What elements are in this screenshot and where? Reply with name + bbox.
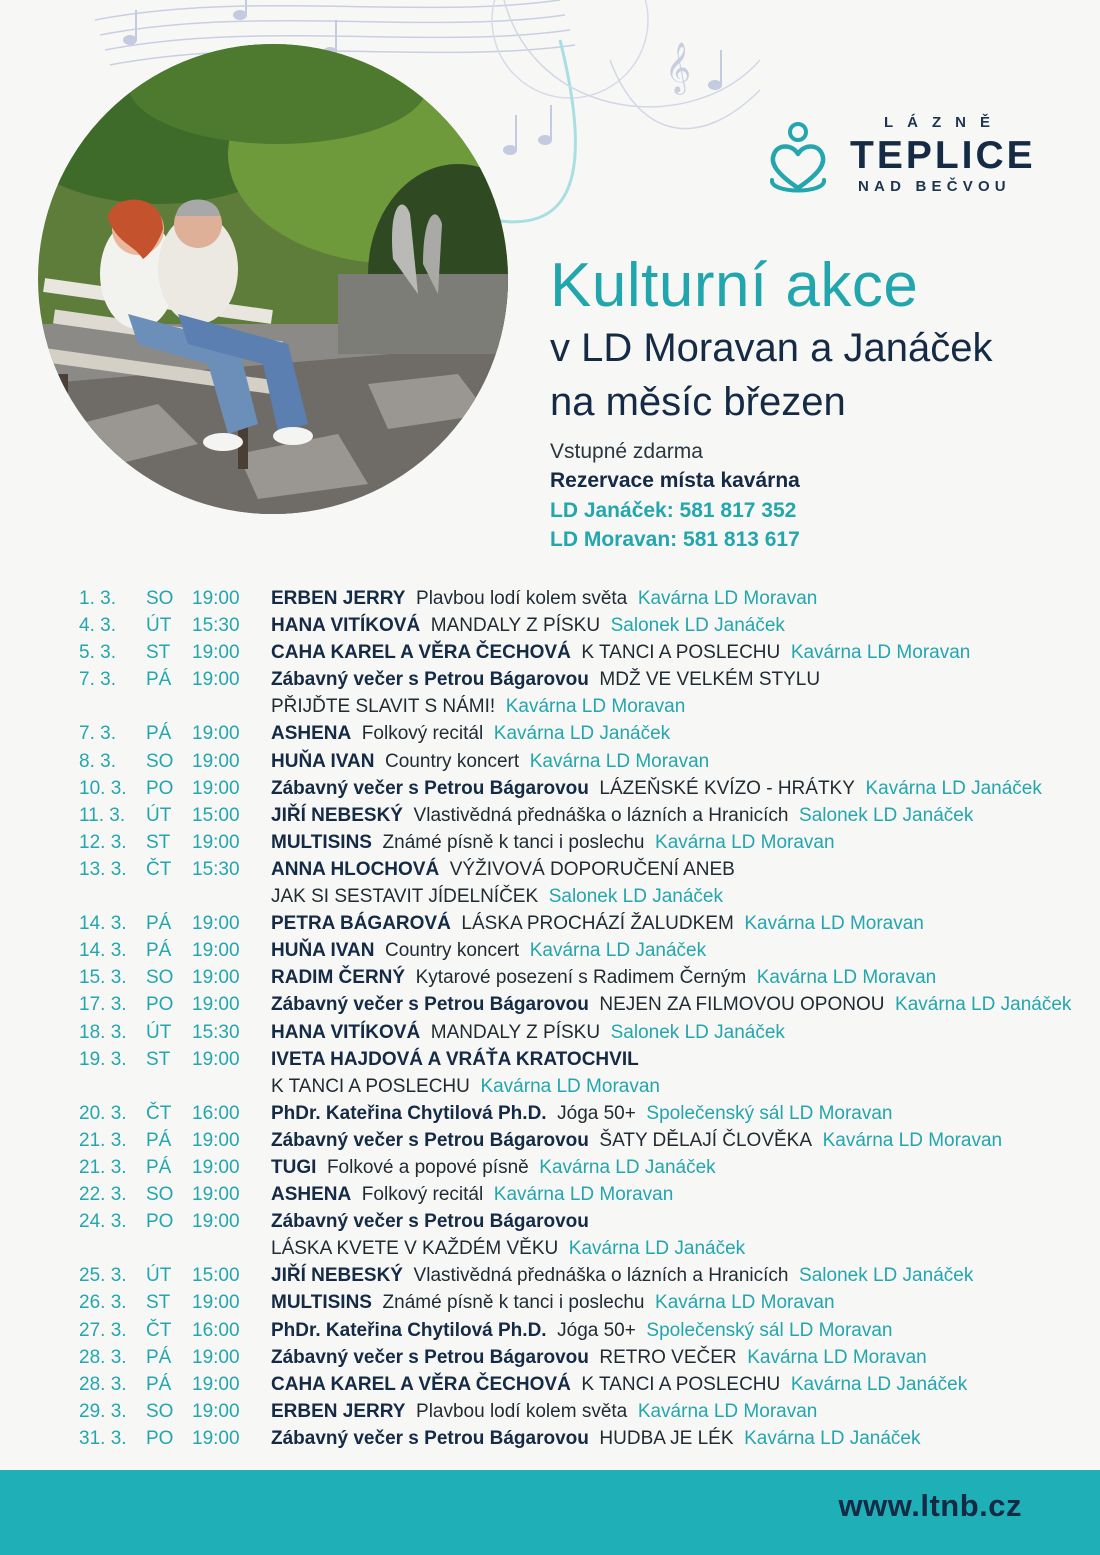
event-program: NEJEN ZA FILMOVOU OPONOU — [599, 994, 885, 1016]
event-time: 15:00 — [192, 1265, 240, 1287]
brand-top: LÁZNĚ — [884, 114, 1004, 131]
event-date: 1. 3. — [79, 588, 116, 609]
event-date: 10. 3. — [79, 777, 127, 799]
event-time: 19:00 — [192, 588, 240, 609]
event-performer: HANA VITÍKOVÁ — [271, 615, 421, 637]
event-row — [0, 775, 1100, 802]
event-program: LÁSKA KVETE V KAŽDÉM VĚKU — [271, 1238, 559, 1260]
page-subtitle-1: v LD Moravan a Janáček — [550, 326, 993, 370]
event-venue: Kavárna LD Moravan — [756, 967, 937, 989]
event-day: ÚT — [146, 804, 172, 826]
event-row — [0, 639, 1100, 666]
event-venue: Salonek LD Janáček — [548, 886, 723, 908]
event-venue: Společenský sál LD Moravan — [646, 1319, 893, 1341]
event-program: MDŽ VE VELKÉM STYLU — [599, 669, 821, 691]
event-program: Kytarové posezení s Radimem Černým — [415, 967, 747, 989]
event-day: SO — [146, 750, 174, 772]
event-time: 16:00 — [192, 1102, 240, 1124]
event-date: 21. 3. — [79, 1129, 127, 1151]
event-performer: JIŘÍ NEBESKÝ — [271, 1265, 403, 1287]
event-text — [271, 1235, 745, 1262]
event-row — [0, 1073, 1100, 1100]
event-program: JAK SI SESTAVIT JÍDELNÍČEK — [271, 886, 539, 908]
event-time: 19:00 — [192, 1129, 240, 1151]
event-text — [271, 748, 709, 775]
photo-illustration — [38, 44, 508, 514]
event-performer: HANA VITÍKOVÁ — [271, 1021, 421, 1043]
event-text — [271, 585, 817, 612]
event-text — [271, 693, 685, 720]
event-day: ÚT — [146, 1021, 172, 1043]
event-day: ST — [146, 1048, 171, 1070]
event-time: 19:00 — [192, 723, 240, 745]
event-day: PO — [146, 1211, 174, 1233]
event-text — [271, 1181, 673, 1208]
event-performer: CAHA KAREL A VĚRA ČECHOVÁ — [271, 642, 571, 664]
event-date: 24. 3. — [79, 1211, 127, 1233]
event-program: Známé písně k tanci i poslechu — [382, 831, 645, 853]
event-venue: Kavárna LD Janáček — [790, 1373, 968, 1395]
event-time: 15:30 — [192, 1021, 240, 1043]
event-performer: MULTISINS — [271, 831, 372, 853]
event-row — [0, 1208, 1100, 1235]
event-row — [0, 1262, 1100, 1289]
event-day: SO — [146, 1400, 174, 1422]
event-time: 19:00 — [192, 994, 240, 1016]
event-row — [0, 1344, 1100, 1371]
event-day: ČT — [146, 1319, 172, 1341]
event-program: Jóga 50+ — [557, 1319, 636, 1341]
event-date: 14. 3. — [79, 940, 127, 962]
event-row — [0, 883, 1100, 910]
event-performer: ANNA HLOCHOVÁ — [271, 858, 440, 880]
event-time: 19:00 — [192, 967, 240, 989]
event-row — [0, 1425, 1100, 1452]
event-row — [0, 666, 1100, 693]
event-performer: PhDr. Kateřina Chytilová Ph.D. — [271, 1102, 547, 1124]
event-day: ÚT — [146, 1265, 172, 1287]
page-title: Kulturní akce — [550, 251, 919, 320]
event-day: PO — [146, 994, 174, 1016]
event-venue: Kavárna LD Janáček — [493, 723, 671, 745]
reservation-info: Rezervace místa kavárna — [550, 469, 800, 492]
event-performer: Zábavný večer s Petrou Bágarovou — [271, 1346, 589, 1368]
event-venue: Salonek LD Janáček — [799, 1265, 974, 1287]
event-text — [271, 937, 706, 964]
event-text — [271, 1262, 973, 1289]
event-performer: CAHA KAREL A VĚRA ČECHOVÁ — [271, 1373, 571, 1395]
event-text — [271, 1317, 893, 1344]
event-date: 29. 3. — [79, 1400, 127, 1422]
event-date: 15. 3. — [79, 967, 127, 989]
event-time: 19:00 — [192, 1211, 240, 1233]
event-performer: PETRA BÁGAROVÁ — [271, 913, 451, 935]
event-date: 17. 3. — [79, 994, 127, 1016]
event-text — [271, 1425, 920, 1452]
event-program: RETRO VEČER — [599, 1346, 737, 1368]
event-text — [271, 802, 973, 829]
event-performer: Zábavný večer s Petrou Bágarovou — [271, 1211, 589, 1233]
event-time: 15:00 — [192, 804, 240, 826]
event-row — [0, 748, 1100, 775]
event-row — [0, 1046, 1100, 1073]
event-time: 19:00 — [192, 1427, 240, 1449]
event-row — [0, 937, 1100, 964]
event-program: K TANCI A POSLECHU — [581, 642, 781, 664]
event-program: Plavbou lodí kolem světa — [416, 588, 628, 609]
event-date: 28. 3. — [79, 1346, 127, 1368]
event-text — [271, 1398, 817, 1425]
event-text — [271, 1289, 835, 1316]
event-date: 21. 3. — [79, 1156, 127, 1178]
event-day: PO — [146, 1427, 174, 1449]
event-date: 14. 3. — [79, 913, 127, 935]
event-time: 15:30 — [192, 858, 240, 880]
event-text — [271, 829, 835, 856]
event-row — [0, 1100, 1100, 1127]
event-time: 19:00 — [192, 913, 240, 935]
svg-text:𝄞: 𝄞 — [665, 42, 692, 93]
event-time: 16:00 — [192, 1319, 240, 1341]
event-day: PO — [146, 777, 174, 799]
event-program: Folkové a popové písně — [326, 1156, 529, 1178]
event-venue: Kavárna LD Moravan — [637, 588, 818, 609]
event-performer: TUGI — [271, 1156, 317, 1178]
event-venue: Salonek LD Janáček — [610, 1021, 785, 1043]
event-time: 19:00 — [192, 777, 240, 799]
event-day: SO — [146, 588, 174, 609]
event-venue: Kavárna LD Janáček — [895, 994, 1072, 1016]
event-text — [271, 1127, 1002, 1154]
event-venue: Kavárna LD Moravan — [744, 913, 924, 935]
event-date: 13. 3. — [79, 858, 127, 880]
event-date: 5. 3. — [79, 642, 116, 664]
event-venue: Kavárna LD Moravan — [822, 1129, 1003, 1151]
event-date: 25. 3. — [79, 1265, 127, 1287]
event-row — [0, 1317, 1100, 1344]
event-program: MANDALY Z PÍSKU — [430, 615, 601, 637]
event-performer: MULTISINS — [271, 1292, 372, 1314]
event-time: 19:00 — [192, 1373, 240, 1395]
event-text — [271, 612, 785, 639]
event-venue: Kavárna LD Janáček — [539, 1156, 716, 1178]
event-venue: Kavárna LD Moravan — [505, 696, 686, 718]
event-row — [0, 1019, 1100, 1046]
event-row — [0, 1154, 1100, 1181]
event-venue: Kavárna LD Moravan — [790, 642, 971, 664]
event-text — [271, 1046, 639, 1073]
event-performer: JIŘÍ NEBESKÝ — [271, 804, 403, 826]
event-performer: Zábavný večer s Petrou Bágarovou — [271, 777, 589, 799]
event-program: Vlastivědná přednáška o lázních a Hranicích — [413, 1265, 789, 1287]
event-row — [0, 693, 1100, 720]
event-program: Jóga 50+ — [557, 1102, 636, 1124]
event-date: 11. 3. — [79, 804, 126, 826]
event-venue: Kavárna LD Moravan — [529, 750, 710, 772]
event-program: VÝŽIVOVÁ DOPORUČENÍ ANEB — [449, 858, 735, 880]
event-row — [0, 1371, 1100, 1398]
event-day: PÁ — [146, 1373, 172, 1395]
event-performer: Zábavný večer s Petrou Bágarovou — [271, 669, 589, 691]
event-performer: Zábavný večer s Petrou Bágarovou — [271, 1129, 589, 1151]
website-link[interactable]: www.ltnb.cz — [838, 1488, 1022, 1523]
event-date: 4. 3. — [79, 615, 116, 637]
event-day: PÁ — [146, 940, 172, 962]
event-row — [0, 612, 1100, 639]
event-venue: Kavárna LD Moravan — [480, 1075, 660, 1097]
event-row — [0, 720, 1100, 747]
event-date: 8. 3. — [79, 750, 116, 772]
phone-moravan[interactable]: LD Moravan: 581 813 617 — [550, 528, 800, 551]
event-time: 19:00 — [192, 642, 240, 664]
event-program: K TANCI A POSLECHU — [581, 1373, 781, 1395]
event-program: HUDBA JE LÉK — [599, 1427, 734, 1449]
event-program: Folkový recitál — [361, 1184, 484, 1206]
event-program: ŠATY DĚLAJÍ ČLOVĚKA — [599, 1129, 813, 1151]
event-day: SO — [146, 1184, 174, 1206]
event-performer: Zábavný večer s Petrou Bágarovou — [271, 994, 589, 1016]
event-day: PÁ — [146, 1129, 172, 1151]
event-row — [0, 1289, 1100, 1316]
event-venue: Kavárna LD Janáček — [865, 777, 1042, 799]
event-venue: Kavárna LD Moravan — [655, 1292, 835, 1314]
event-text — [271, 666, 820, 693]
event-program: LÁZEŇSKÉ KVÍZO - HRÁTKY — [599, 777, 855, 799]
event-text — [271, 1371, 967, 1398]
event-date: 26. 3. — [79, 1292, 127, 1314]
event-program: Vlastivědná přednáška o lázních a Hranicích — [413, 804, 789, 826]
event-venue: Společenský sál LD Moravan — [646, 1102, 893, 1124]
event-day: SO — [146, 967, 174, 989]
event-program: Známé písně k tanci i poslechu — [382, 1292, 645, 1314]
events-list — [0, 585, 1100, 1452]
event-date: 28. 3. — [79, 1373, 127, 1395]
event-text — [271, 1100, 893, 1127]
event-time: 19:00 — [192, 1184, 240, 1206]
event-row — [0, 1235, 1100, 1262]
event-program: PŘIJĎTE SLAVIT S NÁMI! — [271, 696, 496, 718]
event-date: 22. 3. — [79, 1184, 127, 1206]
event-performer: Zábavný večer s Petrou Bágarovou — [271, 1427, 589, 1449]
event-performer: ASHENA — [271, 723, 352, 745]
event-row — [0, 964, 1100, 991]
event-text — [271, 991, 1071, 1018]
event-time: 19:00 — [192, 1048, 240, 1070]
heart-person-icon — [766, 118, 830, 202]
event-text — [271, 910, 924, 937]
event-text — [271, 964, 936, 991]
event-time: 19:00 — [192, 940, 240, 962]
event-performer: ASHENA — [271, 1184, 352, 1206]
event-date: 12. 3. — [79, 831, 127, 853]
event-day: PÁ — [146, 669, 172, 691]
footer-bar — [0, 1470, 1100, 1555]
event-performer: RADIM ČERNÝ — [271, 967, 406, 989]
event-day: PÁ — [146, 1346, 172, 1368]
event-text — [271, 1154, 716, 1181]
event-day: ČT — [146, 1102, 172, 1124]
event-day: ČT — [146, 858, 172, 880]
event-venue: Kavárna LD Janáček — [744, 1427, 921, 1449]
event-time: 19:00 — [192, 1346, 240, 1368]
event-text — [271, 720, 670, 747]
event-text — [271, 856, 735, 883]
event-venue: Kavárna LD Moravan — [747, 1346, 927, 1368]
event-text — [271, 775, 1042, 802]
event-day: ST — [146, 831, 171, 853]
couple-photo — [38, 44, 508, 514]
event-venue: Kavárna LD Moravan — [655, 831, 835, 853]
event-time: 19:00 — [192, 750, 240, 772]
event-date: 7. 3. — [79, 723, 116, 745]
event-row — [0, 991, 1100, 1018]
event-row — [0, 856, 1100, 883]
event-venue: Kavárna LD Janáček — [529, 940, 707, 962]
event-time: 15:30 — [192, 615, 240, 637]
event-day: PÁ — [146, 913, 172, 935]
event-row — [0, 1181, 1100, 1208]
event-date: 20. 3. — [79, 1102, 127, 1124]
event-row — [0, 1398, 1100, 1425]
event-day: ST — [146, 1292, 171, 1314]
event-program: MANDALY Z PÍSKU — [430, 1021, 601, 1043]
event-time: 19:00 — [192, 1292, 240, 1314]
event-program: Country koncert — [385, 940, 520, 962]
event-date: 27. 3. — [79, 1319, 127, 1341]
event-performer: ERBEN JERRY — [271, 1400, 406, 1422]
event-row — [0, 910, 1100, 937]
event-text — [271, 639, 970, 666]
event-time: 19:00 — [192, 1156, 240, 1178]
event-text — [271, 1073, 660, 1100]
entry-info: Vstupné zdarma — [550, 440, 703, 463]
event-day: ST — [146, 642, 171, 664]
event-day: PÁ — [146, 723, 172, 745]
event-text — [271, 883, 723, 910]
event-venue: Salonek LD Janáček — [610, 615, 785, 637]
phone-janacek[interactable]: LD Janáček: 581 817 352 — [550, 499, 797, 522]
event-row — [0, 802, 1100, 829]
event-venue: Kavárna LD Janáček — [568, 1238, 746, 1260]
event-date: 31. 3. — [79, 1427, 127, 1449]
brand-main: TEPLICE — [850, 134, 1036, 177]
brand-logo[interactable] — [766, 112, 1036, 207]
event-performer: ERBEN JERRY — [271, 588, 406, 609]
event-performer: HUŇA IVAN — [271, 940, 375, 962]
event-program: K TANCI A POSLECHU — [271, 1075, 470, 1097]
event-row — [0, 1127, 1100, 1154]
event-program: LÁSKA PROCHÁZÍ ŽALUDKEM — [461, 913, 734, 935]
event-row — [0, 829, 1100, 856]
event-text — [271, 1019, 785, 1046]
event-text — [271, 1208, 589, 1235]
event-program: Folkový recitál — [361, 723, 484, 745]
event-date: 19. 3. — [79, 1048, 127, 1070]
event-row — [0, 585, 1100, 612]
event-program: Plavbou lodí kolem světa — [416, 1400, 628, 1422]
event-performer: PhDr. Kateřina Chytilová Ph.D. — [271, 1319, 547, 1341]
brand-bottom: NAD BEČVOU — [858, 178, 1011, 195]
event-time: 19:00 — [192, 669, 240, 691]
event-day: PÁ — [146, 1156, 172, 1178]
event-performer: IVETA HAJDOVÁ A VRÁŤA KRATOCHVIL — [271, 1048, 639, 1070]
event-venue: Kavárna LD Moravan — [637, 1400, 818, 1422]
event-program: Country koncert — [385, 750, 520, 772]
event-time: 19:00 — [192, 1400, 240, 1422]
event-venue: Kavárna LD Moravan — [493, 1184, 674, 1206]
event-time: 19:00 — [192, 831, 240, 853]
page-subtitle-2: na měsíc březen — [550, 380, 846, 424]
event-day: ÚT — [146, 615, 172, 637]
event-date: 18. 3. — [79, 1021, 127, 1043]
event-text — [271, 1344, 927, 1371]
event-performer: HUŇA IVAN — [271, 750, 375, 772]
event-date: 7. 3. — [79, 669, 116, 691]
event-venue: Salonek LD Janáček — [799, 804, 974, 826]
